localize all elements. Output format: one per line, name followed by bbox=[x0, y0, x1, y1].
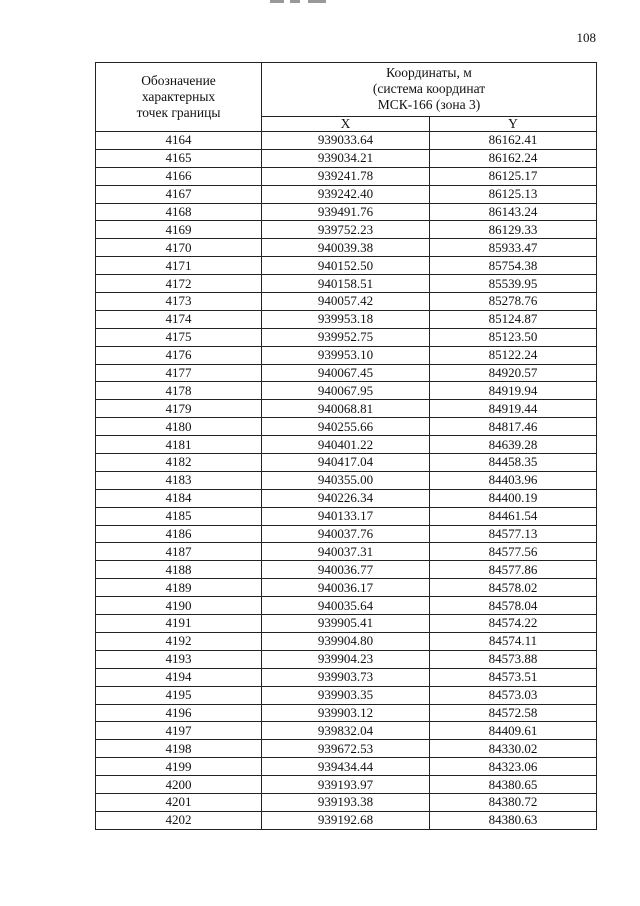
cell-y: 85123.50 bbox=[430, 328, 597, 346]
cell-point-id: 4180 bbox=[96, 418, 262, 436]
table-row bbox=[96, 454, 597, 472]
cell-point-id: 4187 bbox=[96, 543, 262, 561]
cell-y: 84639.28 bbox=[430, 436, 597, 454]
header-y: Y bbox=[430, 116, 597, 131]
table-row bbox=[96, 293, 597, 311]
cell-point-id: 4169 bbox=[96, 221, 262, 239]
header-designation bbox=[96, 63, 262, 132]
cell-point-id: 4199 bbox=[96, 758, 262, 776]
header-coordinates-line: МСК-166 (зона 3) bbox=[377, 97, 481, 113]
cell-point-id: 4186 bbox=[96, 525, 262, 543]
cell-x: 940036.17 bbox=[262, 579, 430, 597]
cell-y: 84409.61 bbox=[430, 722, 597, 740]
header-designation-line: характерных bbox=[141, 89, 216, 104]
cell-x: 940068.81 bbox=[262, 400, 430, 418]
cell-x: 939903.73 bbox=[262, 668, 430, 686]
cell-x: 940255.66 bbox=[262, 418, 430, 436]
table-row bbox=[96, 132, 597, 150]
cell-point-id: 4166 bbox=[96, 167, 262, 185]
cell-y: 84380.63 bbox=[430, 811, 597, 829]
cell-y: 84572.58 bbox=[430, 704, 597, 722]
table-body bbox=[96, 132, 597, 830]
cell-point-id: 4195 bbox=[96, 686, 262, 704]
table-row bbox=[96, 203, 597, 221]
cell-x: 939034.21 bbox=[262, 149, 430, 167]
cell-x: 939193.97 bbox=[262, 776, 430, 794]
cell-x: 940036.77 bbox=[262, 561, 430, 579]
table-row bbox=[96, 436, 597, 454]
cell-x: 939752.23 bbox=[262, 221, 430, 239]
table-row bbox=[96, 615, 597, 633]
cell-y: 85754.38 bbox=[430, 257, 597, 275]
table-row bbox=[96, 793, 597, 811]
cell-point-id: 4172 bbox=[96, 275, 262, 293]
cell-y: 84458.35 bbox=[430, 454, 597, 472]
cell-x: 939904.23 bbox=[262, 650, 430, 668]
cell-y: 84323.06 bbox=[430, 758, 597, 776]
table-row bbox=[96, 740, 597, 758]
cell-y: 84578.02 bbox=[430, 579, 597, 597]
table-row bbox=[96, 525, 597, 543]
cell-point-id: 4201 bbox=[96, 793, 262, 811]
cell-point-id: 4174 bbox=[96, 310, 262, 328]
cell-y: 86143.24 bbox=[430, 203, 597, 221]
cell-point-id: 4185 bbox=[96, 507, 262, 525]
table-row bbox=[96, 686, 597, 704]
table-row bbox=[96, 167, 597, 185]
cell-x: 940152.50 bbox=[262, 257, 430, 275]
cell-point-id: 4165 bbox=[96, 149, 262, 167]
cell-point-id: 4171 bbox=[96, 257, 262, 275]
header-coordinates-line: Координаты, м bbox=[386, 65, 472, 81]
cell-point-id: 4182 bbox=[96, 454, 262, 472]
cell-point-id: 4176 bbox=[96, 346, 262, 364]
cell-y: 86162.24 bbox=[430, 149, 597, 167]
cell-point-id: 4179 bbox=[96, 400, 262, 418]
cell-x: 940401.22 bbox=[262, 436, 430, 454]
cell-point-id: 4202 bbox=[96, 811, 262, 829]
table-row bbox=[96, 811, 597, 829]
cell-point-id: 4175 bbox=[96, 328, 262, 346]
table-row bbox=[96, 561, 597, 579]
cell-x: 940133.17 bbox=[262, 507, 430, 525]
cell-x: 940035.64 bbox=[262, 597, 430, 615]
cell-y: 84403.96 bbox=[430, 471, 597, 489]
cell-y: 85278.76 bbox=[430, 293, 597, 311]
cell-x: 939192.68 bbox=[262, 811, 430, 829]
table-row bbox=[96, 221, 597, 239]
cell-y: 84577.86 bbox=[430, 561, 597, 579]
cell-y: 84577.56 bbox=[430, 543, 597, 561]
scan-artifact bbox=[270, 0, 330, 4]
cell-y: 84919.44 bbox=[430, 400, 597, 418]
cell-x: 939903.12 bbox=[262, 704, 430, 722]
table-row bbox=[96, 632, 597, 650]
cell-x: 939033.64 bbox=[262, 132, 430, 150]
cell-x: 940355.00 bbox=[262, 471, 430, 489]
cell-y: 84461.54 bbox=[430, 507, 597, 525]
table-row bbox=[96, 382, 597, 400]
table-row bbox=[96, 418, 597, 436]
cell-y: 84574.11 bbox=[430, 632, 597, 650]
table-row bbox=[96, 346, 597, 364]
cell-point-id: 4196 bbox=[96, 704, 262, 722]
cell-point-id: 4189 bbox=[96, 579, 262, 597]
table-header bbox=[96, 63, 597, 132]
header-coordinates bbox=[262, 63, 597, 117]
cell-point-id: 4188 bbox=[96, 561, 262, 579]
cell-y: 86125.17 bbox=[430, 167, 597, 185]
cell-x: 939241.78 bbox=[262, 167, 430, 185]
cell-y: 84573.03 bbox=[430, 686, 597, 704]
table-row bbox=[96, 650, 597, 668]
cell-x: 940037.31 bbox=[262, 543, 430, 561]
cell-point-id: 4193 bbox=[96, 650, 262, 668]
cell-point-id: 4197 bbox=[96, 722, 262, 740]
cell-point-id: 4190 bbox=[96, 597, 262, 615]
cell-x: 939952.75 bbox=[262, 328, 430, 346]
table-row bbox=[96, 597, 597, 615]
cell-point-id: 4200 bbox=[96, 776, 262, 794]
cell-x: 940226.34 bbox=[262, 489, 430, 507]
cell-point-id: 4191 bbox=[96, 615, 262, 633]
cell-y: 84400.19 bbox=[430, 489, 597, 507]
table-row bbox=[96, 257, 597, 275]
cell-point-id: 4194 bbox=[96, 668, 262, 686]
table-row bbox=[96, 489, 597, 507]
table-row bbox=[96, 400, 597, 418]
table-row bbox=[96, 704, 597, 722]
cell-x: 940057.42 bbox=[262, 293, 430, 311]
cell-x: 940158.51 bbox=[262, 275, 430, 293]
cell-point-id: 4173 bbox=[96, 293, 262, 311]
cell-y: 85933.47 bbox=[430, 239, 597, 257]
table-row bbox=[96, 471, 597, 489]
cell-y: 86162.41 bbox=[430, 132, 597, 150]
cell-point-id: 4168 bbox=[96, 203, 262, 221]
cell-y: 84574.22 bbox=[430, 615, 597, 633]
table-row bbox=[96, 310, 597, 328]
cell-y: 84330.02 bbox=[430, 740, 597, 758]
cell-point-id: 4192 bbox=[96, 632, 262, 650]
cell-point-id: 4170 bbox=[96, 239, 262, 257]
table-row bbox=[96, 579, 597, 597]
cell-x: 939953.10 bbox=[262, 346, 430, 364]
cell-point-id: 4183 bbox=[96, 471, 262, 489]
cell-point-id: 4164 bbox=[96, 132, 262, 150]
cell-y: 84573.51 bbox=[430, 668, 597, 686]
cell-point-id: 4167 bbox=[96, 185, 262, 203]
cell-y: 85122.24 bbox=[430, 346, 597, 364]
cell-y: 86125.13 bbox=[430, 185, 597, 203]
table-row bbox=[96, 275, 597, 293]
cell-x: 939832.04 bbox=[262, 722, 430, 740]
table-row bbox=[96, 185, 597, 203]
coordinates-table bbox=[95, 62, 597, 830]
cell-x: 940037.76 bbox=[262, 525, 430, 543]
header-designation-line: Обозначение bbox=[141, 73, 216, 88]
table-row bbox=[96, 239, 597, 257]
cell-x: 939491.76 bbox=[262, 203, 430, 221]
cell-x: 939953.18 bbox=[262, 310, 430, 328]
cell-y: 84920.57 bbox=[430, 364, 597, 382]
cell-y: 85539.95 bbox=[430, 275, 597, 293]
header-designation-line: точек границы bbox=[136, 105, 221, 120]
table-row bbox=[96, 758, 597, 776]
cell-y: 84380.72 bbox=[430, 793, 597, 811]
cell-x: 940039.38 bbox=[262, 239, 430, 257]
table-row bbox=[96, 328, 597, 346]
header-x: X bbox=[262, 116, 430, 131]
table-row bbox=[96, 507, 597, 525]
table-row bbox=[96, 722, 597, 740]
cell-y: 84578.04 bbox=[430, 597, 597, 615]
page-number: 108 bbox=[576, 30, 596, 45]
header-coordinates-line: (система координат bbox=[372, 81, 486, 97]
cell-y: 85124.87 bbox=[430, 310, 597, 328]
cell-x: 939434.44 bbox=[262, 758, 430, 776]
cell-x: 939672.53 bbox=[262, 740, 430, 758]
coordinates-table-container bbox=[95, 62, 596, 830]
cell-point-id: 4198 bbox=[96, 740, 262, 758]
cell-y: 84573.88 bbox=[430, 650, 597, 668]
cell-x: 940067.45 bbox=[262, 364, 430, 382]
table-row bbox=[96, 668, 597, 686]
cell-y: 84577.13 bbox=[430, 525, 597, 543]
cell-x: 940067.95 bbox=[262, 382, 430, 400]
cell-x: 939905.41 bbox=[262, 615, 430, 633]
cell-x: 939242.40 bbox=[262, 185, 430, 203]
table-row bbox=[96, 776, 597, 794]
table-row bbox=[96, 149, 597, 167]
cell-y: 84380.65 bbox=[430, 776, 597, 794]
cell-y: 84817.46 bbox=[430, 418, 597, 436]
cell-point-id: 4177 bbox=[96, 364, 262, 382]
cell-x: 939903.35 bbox=[262, 686, 430, 704]
cell-y: 84919.94 bbox=[430, 382, 597, 400]
cell-x: 939193.38 bbox=[262, 793, 430, 811]
cell-y: 86129.33 bbox=[430, 221, 597, 239]
cell-point-id: 4178 bbox=[96, 382, 262, 400]
cell-x: 940417.04 bbox=[262, 454, 430, 472]
table-row bbox=[96, 543, 597, 561]
cell-point-id: 4184 bbox=[96, 489, 262, 507]
cell-point-id: 4181 bbox=[96, 436, 262, 454]
cell-x: 939904.80 bbox=[262, 632, 430, 650]
table-row bbox=[96, 364, 597, 382]
